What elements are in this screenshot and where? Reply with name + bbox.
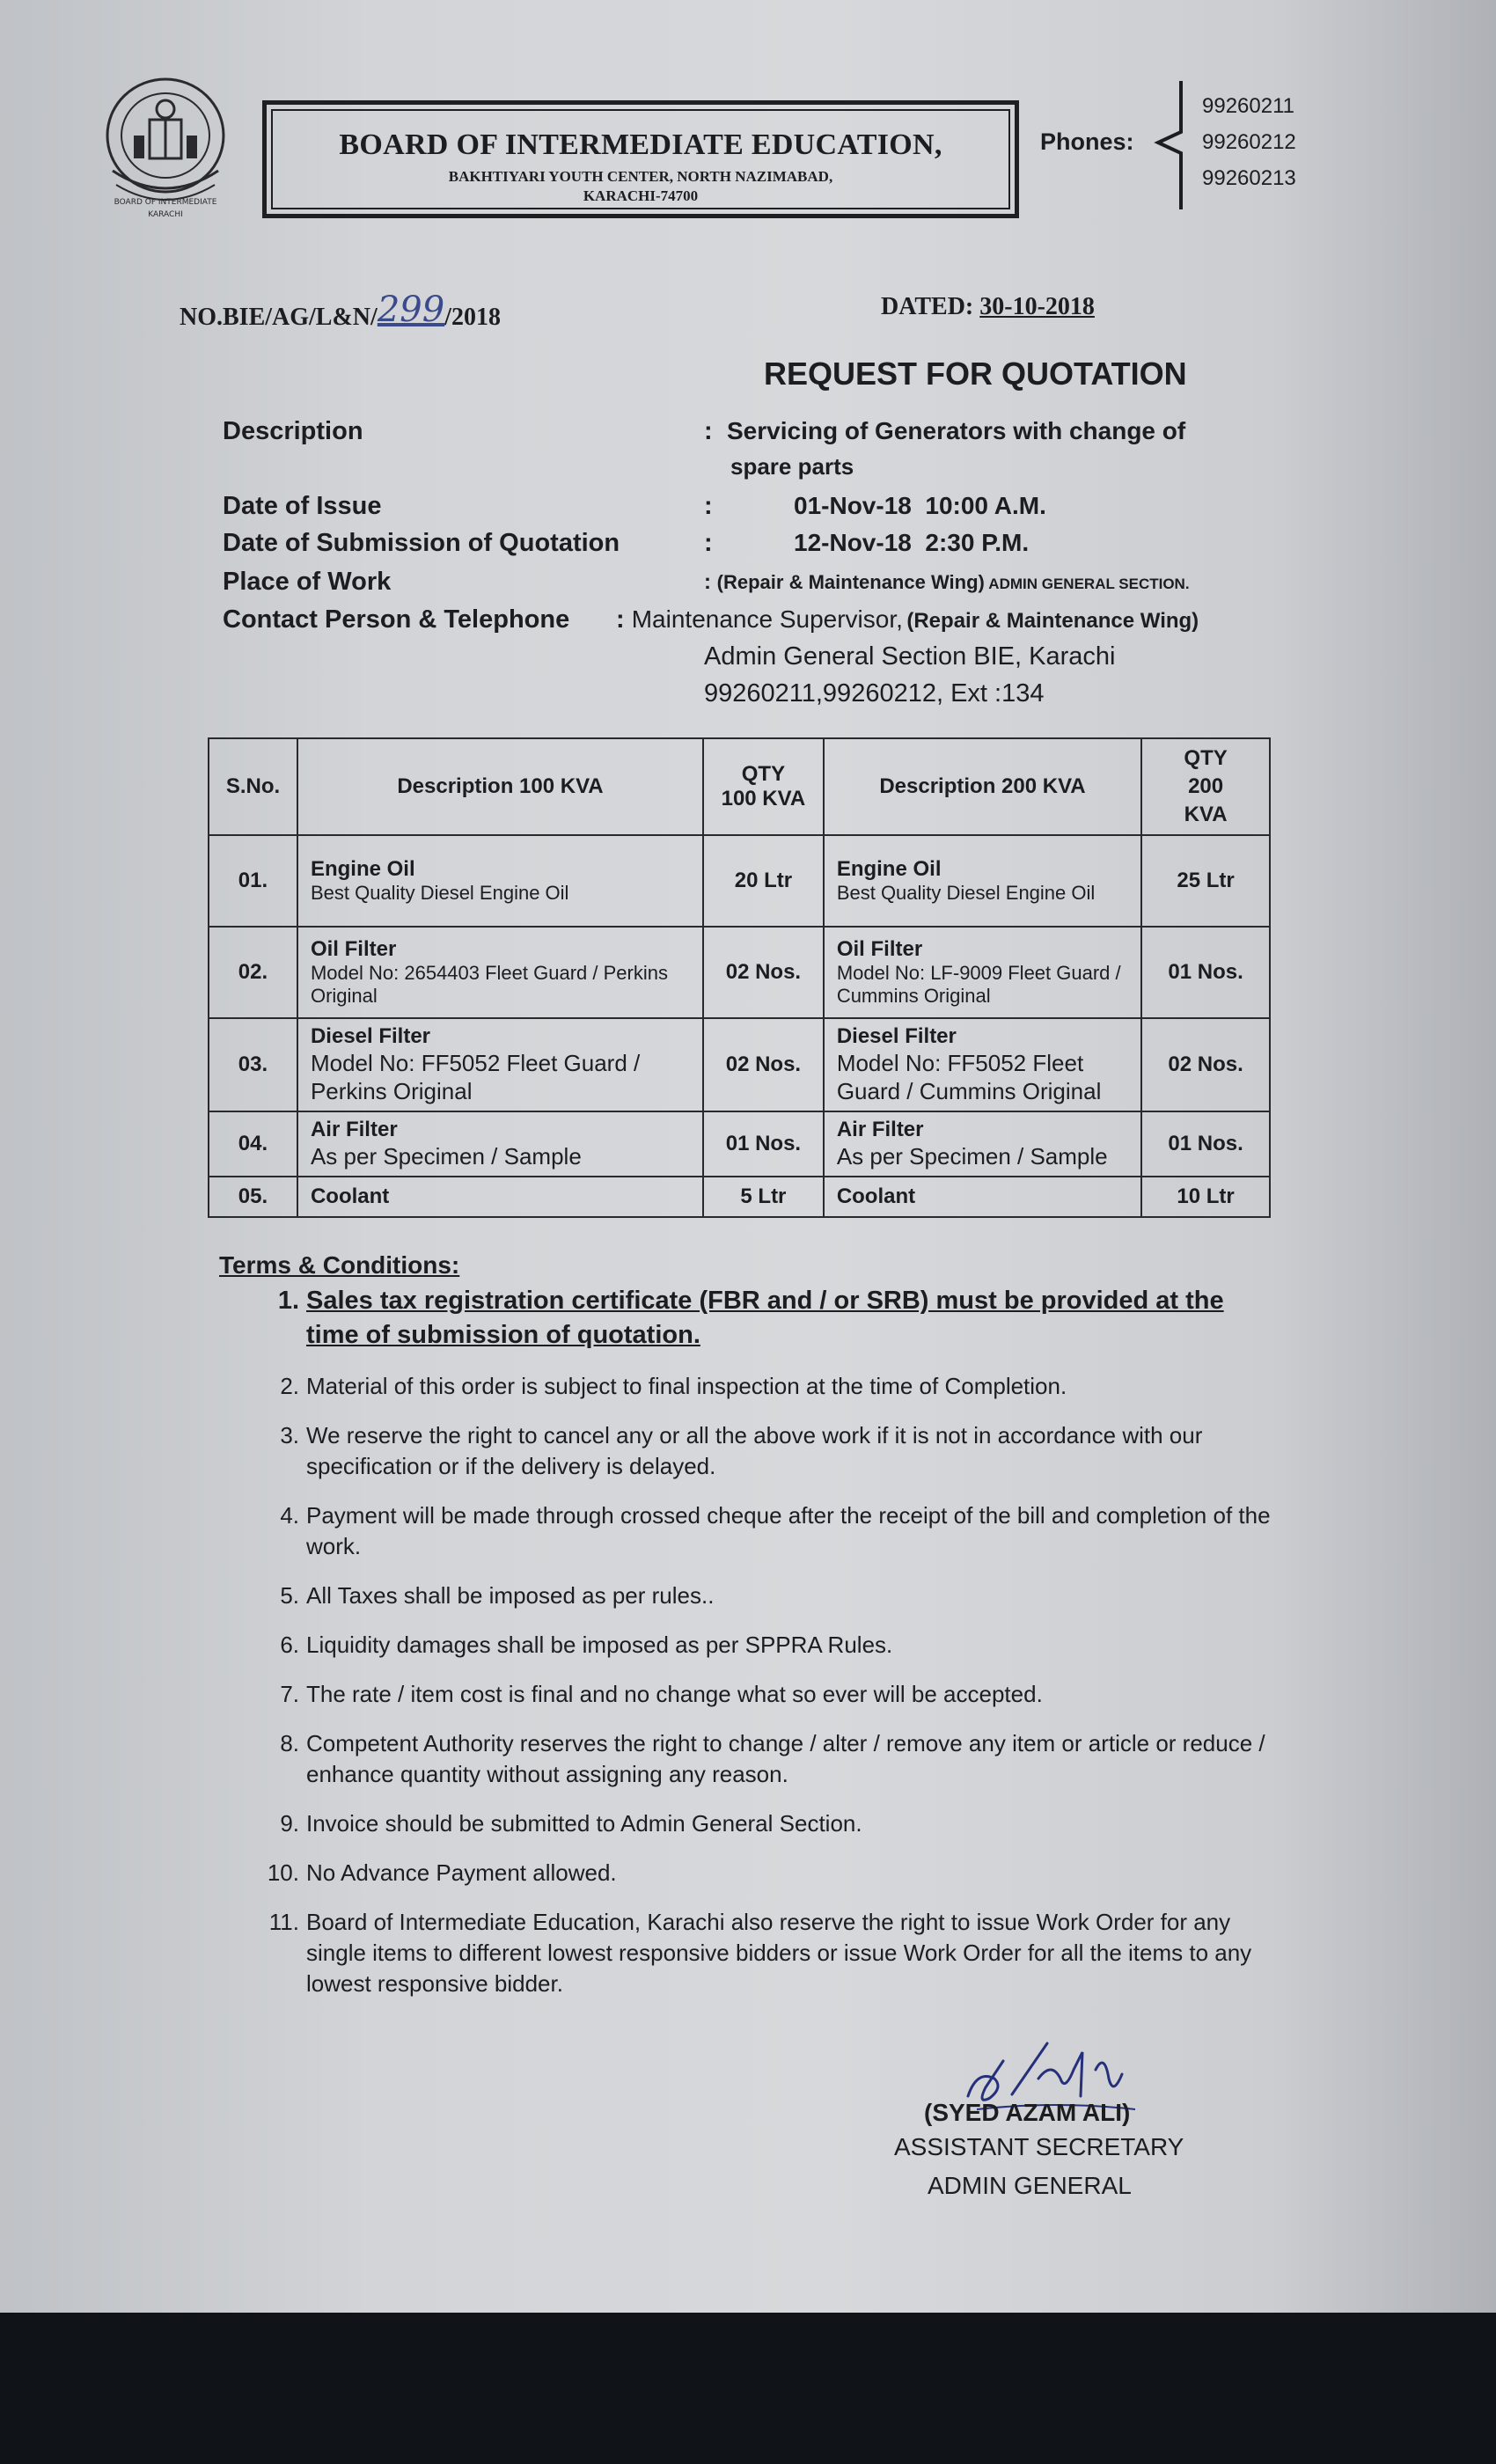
handwritten-reference-number: 299 — [377, 290, 445, 330]
issue-date-colon: : — [704, 492, 713, 520]
terms-item — [257, 1858, 1278, 1888]
terms-item-text: We reserve the right to cancel any or all the above work if it is not in accordance with our specification or if the delivery is delayed. — [306, 1422, 1203, 1479]
row-sno: 01. — [209, 835, 297, 927]
row-desc-100kva — [297, 1177, 703, 1217]
signatory-name: (SYED AZAM ALI) — [924, 2099, 1131, 2126]
phones-label: Phones: — [1040, 128, 1134, 155]
item-detail: As per Specimen / Sample — [310, 1143, 582, 1170]
terms-item-number: 8. — [280, 1730, 299, 1756]
table-row — [209, 1111, 1270, 1177]
column-header-qty-line: KVA — [1184, 803, 1228, 826]
item-name: Engine Oil — [310, 857, 415, 881]
submission-date-label: Date of Submission of Quotation — [223, 529, 620, 557]
item-detail: Model No: 2654403 Fleet Guard / Perkins Original — [310, 962, 668, 1007]
contact-person-address: Admin General Section BIE, Karachi — [704, 642, 1116, 671]
row-qty-200kva: 02 Nos. — [1141, 1018, 1270, 1111]
column-header-qty-200kva — [1141, 738, 1270, 835]
column-header-qty-line: QTY — [741, 762, 786, 786]
terms-item-text: Liquidity damages shall be imposed as per SPPRA Rules. — [306, 1632, 893, 1658]
item-name: Air Filter — [310, 1118, 398, 1141]
terms-item-number: 7. — [280, 1681, 299, 1707]
dated-value: 30-10-2018 — [979, 293, 1095, 320]
svg-text:KARACHI: KARACHI — [148, 210, 183, 219]
place-of-work-wing: (Repair & Maintenance Wing) — [716, 571, 985, 593]
phone-number: 99260212 — [1202, 130, 1296, 154]
item-detail: Best Quality Diesel Engine Oil — [836, 882, 1096, 904]
column-header-qty-line: 100 KVA — [721, 787, 806, 810]
terms-item-text: Competent Authority reserves the right to change / alter / remove any item or article or reduce / enhance quantity without assigning any reason. — [306, 1730, 1265, 1787]
board-name: BOARD OF INTERMEDIATE EDUCATION, — [339, 128, 942, 161]
row-desc-100kva — [297, 1111, 703, 1177]
terms-item-text: Sales tax registration certificate (FBR and / or SRB) must be provided at the time of submission of quotation. — [306, 1287, 1224, 1349]
contact-person-value: : Maintenance Supervisor, (Repair & Maintenance Wing) — [616, 605, 1199, 634]
row-qty-200kva: 10 Ltr — [1141, 1177, 1270, 1217]
terms-item-text: No Advance Payment allowed. — [306, 1859, 617, 1886]
reference-prefix: NO.BIE/AG/L&N/ — [180, 304, 378, 331]
row-sno: 03. — [209, 1018, 297, 1111]
board-seal-logo — [95, 74, 236, 228]
terms-item — [257, 1580, 1278, 1611]
terms-item-text: Board of Intermediate Education, Karachi also reserve the right to issue Work Order for any single items to different lowest responsive bidders or issue Work Order for all the items to any lowest responsive bidder. — [306, 1909, 1252, 1997]
terms-item-number: 9. — [280, 1810, 299, 1837]
item-name: Coolant — [836, 1184, 916, 1208]
terms-item-number: 5. — [280, 1582, 299, 1609]
phone-numbers — [1202, 88, 1296, 196]
item-detail: As per Specimen / Sample — [836, 1143, 1108, 1170]
table-row — [209, 1177, 1270, 1217]
board-address — [273, 167, 1008, 206]
terms-item — [257, 1500, 1278, 1562]
item-detail: Model No: FF5052 Fleet Guard / Perkins Original — [310, 1050, 641, 1104]
phone-number: 99260211 — [1202, 94, 1294, 118]
row-desc-200kva — [824, 835, 1141, 927]
row-sno: 05. — [209, 1177, 297, 1217]
contact-person-name: Maintenance Supervisor, — [631, 605, 903, 633]
column-header-desc-200kva: Description 200 KVA — [824, 738, 1141, 835]
item-detail: Best Quality Diesel Engine Oil — [310, 882, 569, 904]
terms-item-text: Material of this order is subject to final inspection at the time of Completion. — [306, 1373, 1067, 1399]
table-header-row — [209, 738, 1270, 835]
column-header-desc-100kva: Description 100 KVA — [297, 738, 703, 835]
item-name: Diesel Filter — [310, 1024, 431, 1048]
row-qty-200kva: 25 Ltr — [1141, 835, 1270, 927]
svg-text:BOARD OF INTERMEDIATE: BOARD OF INTERMEDIATE — [114, 198, 217, 207]
items-table — [208, 737, 1271, 1218]
place-of-work-value: : (Repair & Maintenance Wing) ADMIN GENERAL SECTION. — [704, 570, 1190, 594]
column-header-qty-100kva — [703, 738, 824, 835]
row-desc-100kva — [297, 927, 703, 1018]
terms-item-number: 4. — [280, 1502, 299, 1529]
description-value-line-2: spare parts — [730, 453, 854, 480]
dated-label: DATED: — [881, 293, 974, 320]
contact-person-wing: (Repair & Maintenance Wing) — [906, 609, 1199, 633]
terms-item — [257, 1808, 1278, 1839]
terms-item-number: 1. — [277, 1287, 299, 1315]
brace-icon — [1153, 79, 1188, 211]
row-desc-200kva — [824, 1111, 1141, 1177]
table-row — [209, 1018, 1270, 1111]
item-detail: Model No: LF-9009 Fleet Guard / Cummins Original — [836, 962, 1121, 1007]
terms-item-text: Payment will be made through crossed cheque after the receipt of the bill and completion of the work. — [306, 1502, 1271, 1559]
row-desc-100kva — [297, 835, 703, 927]
description-colon: : — [704, 417, 713, 445]
terms-list — [257, 1284, 1278, 2018]
row-qty-200kva: 01 Nos. — [1141, 1111, 1270, 1177]
table-row — [209, 835, 1270, 927]
terms-item-text: Invoice should be submitted to Admin General Section. — [306, 1810, 862, 1837]
item-name: Oil Filter — [836, 937, 923, 961]
place-of-work-label: Place of Work — [223, 568, 392, 596]
row-qty-200kva: 01 Nos. — [1141, 927, 1270, 1018]
terms-item-number: 10. — [267, 1859, 299, 1886]
item-name: Coolant — [310, 1184, 390, 1208]
page-title: REQUEST FOR QUOTATION — [764, 356, 1187, 392]
terms-item — [257, 1371, 1278, 1402]
item-detail: Model No: FF5052 Fleet Guard / Cummins Original — [836, 1050, 1102, 1104]
row-sno: 04. — [209, 1111, 297, 1177]
table-row — [209, 927, 1270, 1018]
terms-item-number: 11. — [268, 1909, 299, 1935]
submission-date-value: 12-Nov-18 2:30 P.M. — [794, 529, 1030, 556]
row-qty-100kva: 01 Nos. — [703, 1111, 824, 1177]
terms-item — [257, 1630, 1278, 1661]
terms-item — [257, 1728, 1278, 1790]
terms-item — [257, 1420, 1278, 1482]
terms-item-text: The rate / item cost is final and no change what so ever will be accepted. — [306, 1681, 1043, 1707]
address-line-1: BAKHTIYARI YOUTH CENTER, NORTH NAZIMABAD, — [448, 168, 833, 185]
terms-item-text: All Taxes shall be imposed as per rules.. — [306, 1582, 715, 1609]
item-name: Engine Oil — [836, 857, 942, 881]
reference-suffix: /2018 — [444, 304, 501, 331]
item-name: Oil Filter — [310, 937, 397, 961]
document-date — [881, 293, 1095, 321]
terms-item — [257, 1907, 1278, 1999]
row-desc-200kva — [824, 1018, 1141, 1111]
place-of-work-section: ADMIN GENERAL SECTION. — [988, 576, 1190, 592]
signatory-title: ASSISTANT SECRETARY — [894, 2133, 1184, 2160]
terms-item — [257, 1679, 1278, 1710]
row-desc-100kva — [297, 1018, 703, 1111]
header-title-box — [262, 100, 1019, 218]
column-header-sno: S.No. — [209, 738, 297, 835]
submission-date-colon: : — [704, 529, 713, 557]
terms-item-number: 3. — [280, 1422, 299, 1448]
contact-person-label: Contact Person & Telephone — [223, 605, 570, 634]
item-name: Air Filter — [836, 1118, 924, 1141]
terms-item-number: 6. — [280, 1632, 299, 1658]
description-label: Description — [223, 417, 363, 445]
item-name: Diesel Filter — [836, 1024, 957, 1048]
row-qty-100kva: 02 Nos. — [703, 1018, 824, 1111]
row-qty-100kva: 5 Ltr — [703, 1177, 824, 1217]
issue-date-value: 01-Nov-18 10:00 A.M. — [794, 492, 1046, 519]
contact-person-phones: 99260211,99260212, Ext :134 — [704, 679, 1045, 708]
column-header-qty-line: 200 — [1188, 774, 1224, 798]
address-line-2: KARACHI-74700 — [583, 187, 699, 204]
signatory-department: ADMIN GENERAL — [928, 2172, 1132, 2199]
description-value-line-1: Servicing of Generators with change of — [727, 417, 1186, 444]
reference-number — [180, 290, 501, 334]
row-desc-200kva — [824, 1177, 1141, 1217]
row-sno: 02. — [209, 927, 297, 1018]
phone-number: 99260213 — [1202, 166, 1296, 190]
column-header-qty-line: QTY — [1184, 746, 1228, 770]
terms-heading: Terms & Conditions: — [219, 1251, 460, 1279]
row-desc-200kva — [824, 927, 1141, 1018]
terms-item-number: 2. — [280, 1373, 299, 1399]
issue-date-label: Date of Issue — [223, 492, 382, 520]
terms-item — [257, 1284, 1278, 1353]
row-qty-100kva: 20 Ltr — [703, 835, 824, 927]
row-qty-100kva: 02 Nos. — [703, 927, 824, 1018]
